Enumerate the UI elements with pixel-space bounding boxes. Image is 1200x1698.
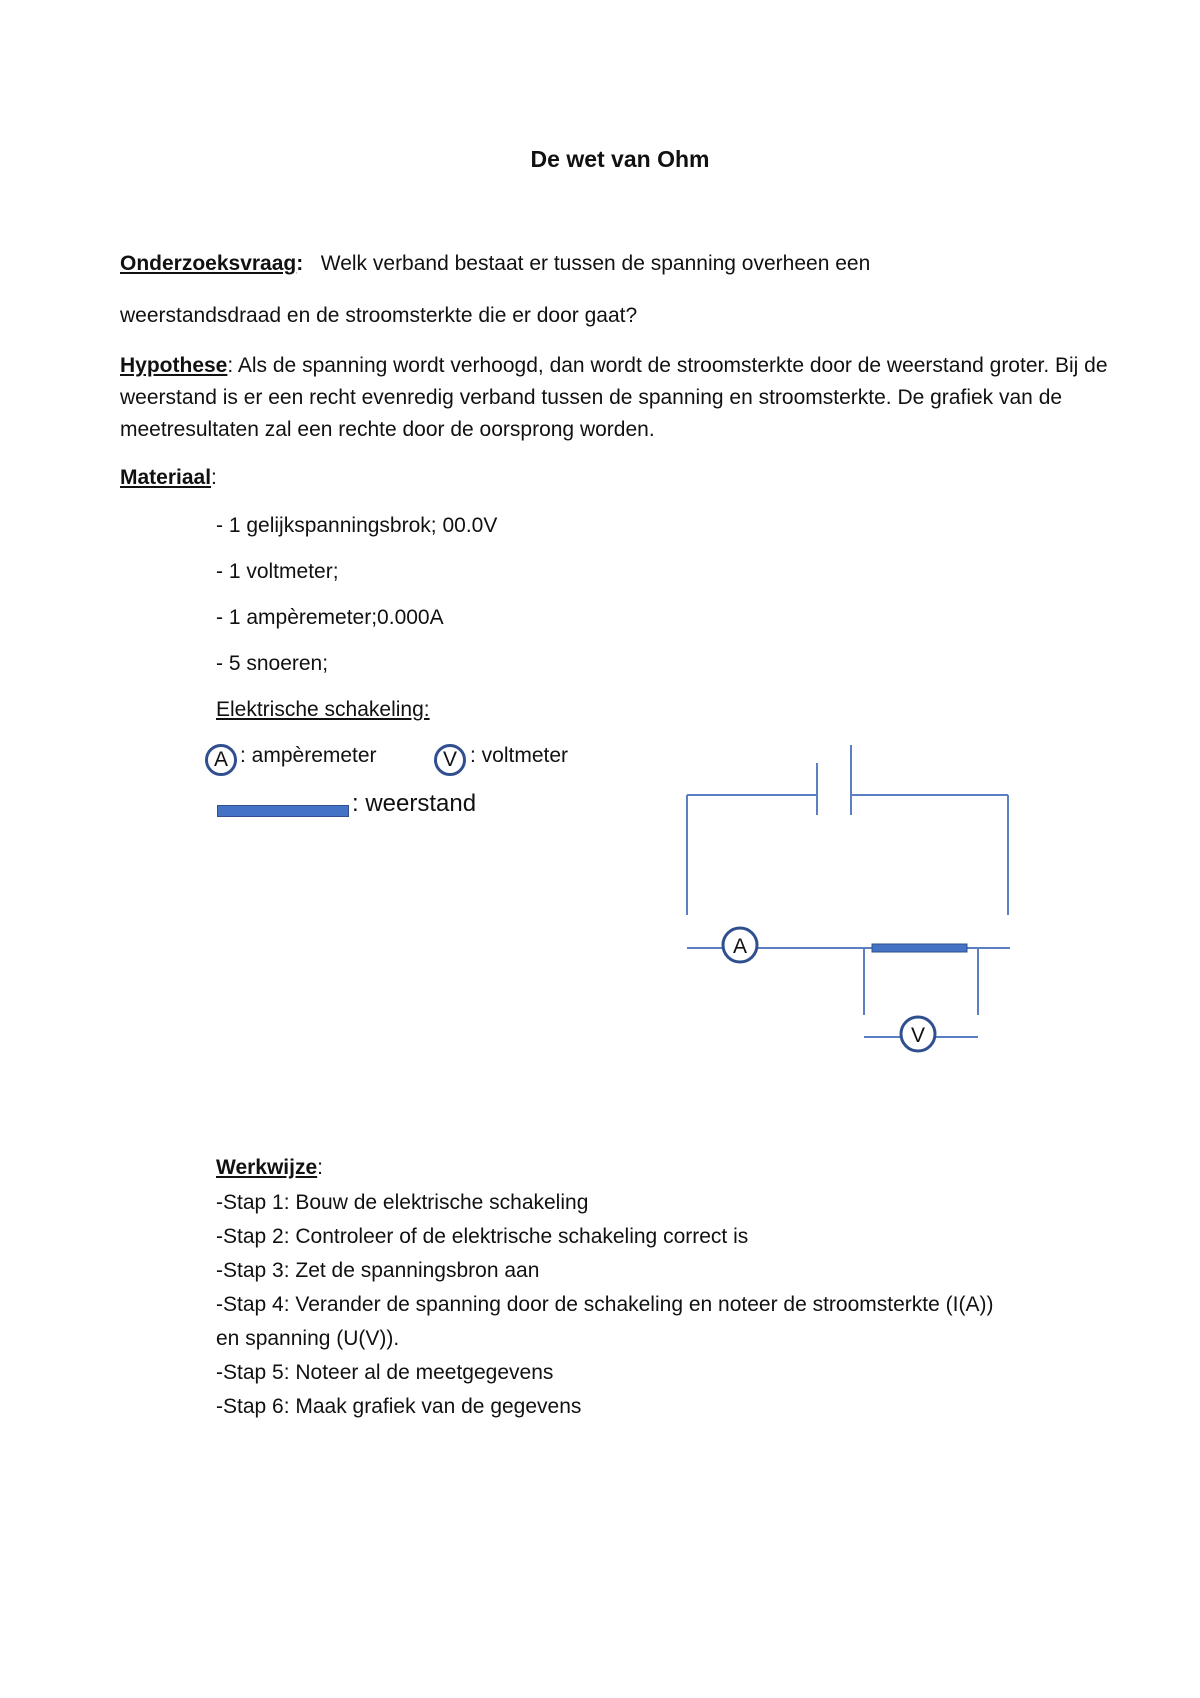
research-question-text-1: Welk verband bestaat er tussen de spanning overheen een [320, 252, 871, 275]
procedure-step: en spanning (U(V)). [216, 1327, 400, 1350]
materials-label: Materiaal [120, 466, 212, 489]
material-item: - 1 ampèremeter;0.000A [216, 606, 444, 629]
procedure-step: -Stap 5: Noteer al de meetgegevens [216, 1361, 554, 1384]
procedure-step: -Stap 1: Bouw de elektrische schakeling [216, 1191, 589, 1214]
legend-voltmeter-symbol: V [434, 744, 466, 776]
procedure-colon: : [317, 1156, 323, 1179]
legend-ammeter-text: : ampèremeter [240, 744, 377, 767]
hypothesis-label: Hypothese [120, 354, 228, 377]
procedure-step: -Stap 2: Controleer of de elektrische schakeling correct is [216, 1225, 749, 1248]
hypothesis-text: : Als de spanning wordt verhoogd, dan wordt de stroomsterkte door de weerstand groter. Bij de weerstand is er een recht evenredig verband tussen de spanning en stroomsterkte. De grafiek van de meetresultaten zal een rechte door de oorsprong worden. [120, 354, 1108, 441]
material-item: - 1 gelijkspanningsbrok; 00.0V [216, 514, 498, 537]
circuit-heading: Elektrische schakeling: [216, 698, 430, 721]
procedure-step: -Stap 4: Verander de spanning door de schakeling en noteer de stroomsterkte (I(A)) [216, 1293, 994, 1316]
research-question-colon: : [296, 252, 304, 275]
legend-voltmeter-text: : voltmeter [470, 744, 569, 767]
procedure-step: -Stap 6: Maak grafiek van de gegevens [216, 1395, 582, 1418]
research-question-text-2: weerstandsdraad en de stroomsterkte die er door gaat? [120, 304, 638, 327]
material-item: - 1 voltmeter; [216, 560, 339, 583]
legend-ammeter-symbol: A [205, 744, 237, 776]
ammeter-label: A [732, 935, 748, 958]
procedure-step: -Stap 3: Zet de spanningsbron aan [216, 1259, 540, 1282]
page-title: De wet van Ohm [530, 146, 710, 172]
research-question-label: Onderzoeksvraag [120, 252, 297, 275]
material-item: - 5 snoeren; [216, 652, 329, 675]
procedure-label: Werkwijze [216, 1156, 318, 1179]
resistor [872, 944, 967, 952]
procedure-heading [216, 1154, 323, 1181]
voltmeter-label: V [910, 1024, 926, 1047]
legend-resistor-text: : weerstand [352, 790, 477, 817]
procedure-steps [216, 1186, 993, 1424]
materials-colon: : [211, 466, 217, 489]
